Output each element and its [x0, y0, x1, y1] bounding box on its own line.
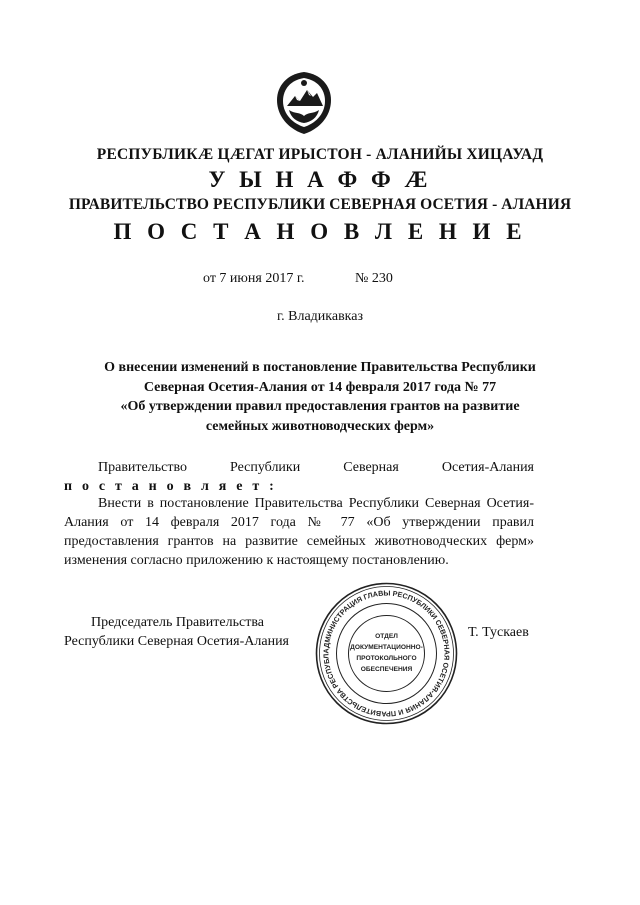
date-line	[203, 271, 393, 287]
header-line-3: ПРАВИТЕЛЬСТВО РЕСПУБЛИКИ СЕВЕРНАЯ ОСЕТИЯ - АЛАНИЯ	[68, 196, 572, 213]
stamp-center-line: ОБЕСПЕЧЕНИЯ	[360, 666, 413, 673]
stamp-ring-text: АДМИНИСТРАЦИЯ ГЛАВЫ РЕСПУБЛИКИ СЕВЕРНАЯ ОСЕТИЯ-АЛАНИЯ И ПРАВИТЕЛЬСТВА РЕСПУБЛ	[321, 588, 452, 719]
stamp-center-line: ОТДЕЛ	[375, 633, 398, 640]
signatory-name: Т. Тускаев	[468, 625, 529, 640]
official-seal-icon	[314, 582, 459, 725]
body-word: Правительство	[98, 460, 187, 475]
stamp-center-line: ДОКУМЕНТАЦИОННО-	[350, 644, 423, 651]
body-paragraph: Внести в постановление Правительства Республики Северная Осетия-Алания от 14 февраля 2017 года № 77 «Об утверждении правил предоставления грантов на развитие семейных животноводческих ферм» изменения согласно приложению к настоящему постановлению.	[64, 496, 534, 568]
body-word: Северная	[343, 460, 399, 475]
body-word: Осетия-Алания	[441, 460, 534, 475]
subject-line-3: «Об утверждении правил предоставления грантов на развитие	[120, 399, 520, 414]
signature-position-1: Председатель Правительства	[91, 615, 264, 630]
subject-line-1: О внесении изменений в постановление Правительства Республики	[104, 360, 536, 375]
body-word: Республики	[229, 460, 301, 475]
document-date: от 7 июня 2017 г.	[203, 271, 305, 286]
subject-line-2: Северная Осетия-Алания от 14 февраля 2017 года № 77	[143, 379, 497, 395]
coat-of-arms-icon	[273, 70, 335, 136]
document-subject	[0, 358, 640, 436]
document-number: № 230	[355, 271, 393, 286]
signature-position-2: Республики Северная Осетия-Алания	[64, 634, 289, 649]
body-decree-word: п о с т а н о в л я е т :	[64, 479, 277, 494]
header-line-2: У Ы Н А Ф Ф Ӕ	[208, 167, 432, 192]
stamp-center-line: ПРОТОКОЛЬНОГО	[356, 655, 417, 662]
body-line-1	[64, 458, 534, 477]
city-line: г. Владикавказ	[276, 309, 364, 324]
subject-line-4: семейных животноводческих ферм»	[205, 418, 435, 434]
header-line-1: РЕСПУБЛИКӔ ЦӔГАТ ИРЫСТОН - АЛАНИЙЫ ХИЦАУАД	[96, 146, 544, 163]
document-type-title: П О С Т А Н О В Л Е Н И Е	[113, 219, 527, 244]
